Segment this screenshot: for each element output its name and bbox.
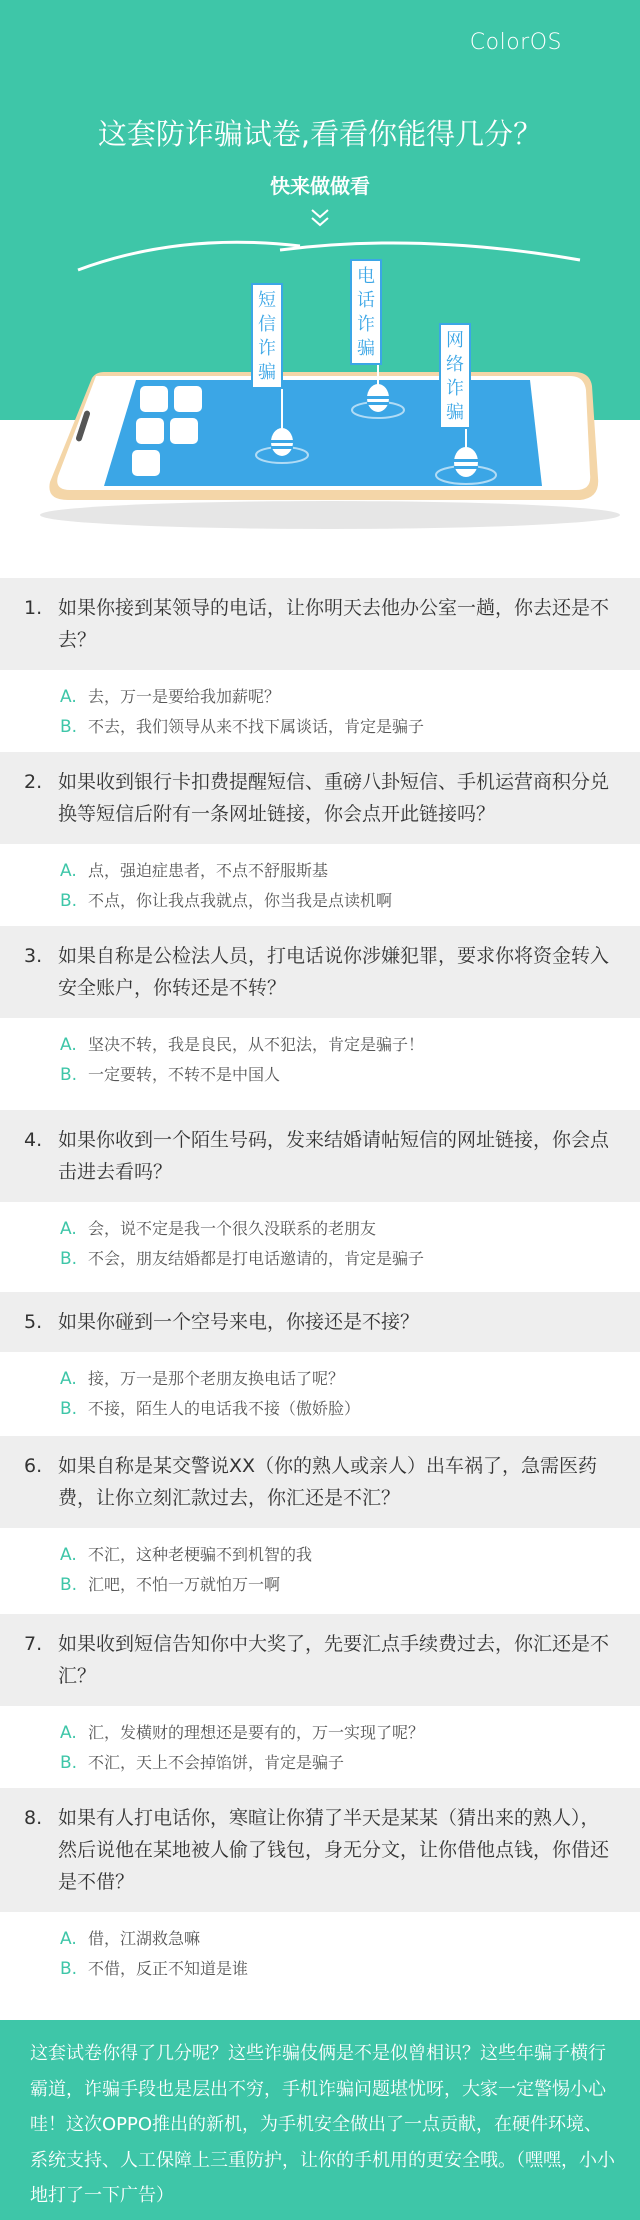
chevron-down-icon — [305, 208, 335, 230]
option-text: 坚决不转，我是良民，从不犯法，肯定是骗子！ — [88, 1035, 425, 1054]
option-letter: B. — [60, 1575, 78, 1595]
question-text: 如果自称是某交警说XX（你的熟人或亲人）出车祸了，急需医药费，让你立刻汇款过去，你汇还是不汇？ — [58, 1455, 598, 1509]
question-2 — [0, 752, 640, 916]
question-header — [0, 752, 640, 844]
question-header — [0, 1788, 640, 1912]
option-a[interactable] — [60, 856, 640, 886]
question-text: 如果收到短信告知你中大奖了，先要汇点手续费过去，你汇还是不汇？ — [58, 1633, 610, 1687]
options-list — [0, 844, 640, 916]
option-text: 不去，我们领导从来不找下属谈话，肯定是骗子 — [88, 717, 425, 736]
options-list — [0, 1018, 640, 1090]
question-number: 8. — [24, 1807, 43, 1829]
option-letter: B. — [60, 1399, 78, 1419]
option-letter: B. — [60, 1959, 78, 1979]
hero-banner — [0, 0, 640, 560]
label-web-3: 诈 — [446, 378, 464, 399]
option-text: 不会，朋友结婚都是打电话邀请的，肯定是骗子 — [88, 1249, 425, 1268]
option-text: 汇吧，不怕一万就怕万一啊 — [88, 1575, 281, 1594]
options-list — [0, 1352, 640, 1424]
label-phone-2: 话 — [357, 290, 375, 311]
question-header — [0, 1436, 640, 1528]
question-number: 2. — [24, 771, 43, 793]
option-a[interactable] — [60, 1718, 640, 1748]
option-text: 不接，陌生人的电话我不接（傲娇脸） — [88, 1399, 361, 1418]
footer-summary — [0, 2020, 640, 2220]
label-sms-1: 短 — [258, 290, 276, 311]
option-text: 不借，反正不知道是谁 — [88, 1959, 249, 1978]
label-web-2: 络 — [446, 354, 464, 375]
options-list — [0, 1528, 640, 1600]
phone-shadow — [40, 501, 620, 529]
question-number: 4. — [24, 1129, 43, 1151]
option-letter: A. — [60, 1545, 77, 1565]
label-phone-3: 诈 — [357, 314, 375, 335]
question-5 — [0, 1292, 640, 1424]
question-6 — [0, 1436, 640, 1600]
label-phone-4: 骗 — [357, 338, 375, 359]
question-7 — [0, 1614, 640, 1778]
page-title: 这套防诈骗试卷,看看你能得几分？ — [97, 117, 543, 151]
question-header — [0, 1110, 640, 1202]
option-a[interactable] — [60, 1924, 640, 1954]
options-list — [0, 1912, 640, 1984]
option-b[interactable] — [60, 1244, 640, 1274]
label-web-4: 骗 — [446, 402, 464, 423]
option-letter: A. — [60, 1035, 77, 1055]
option-text: 去，万一是要给我加薪呢？ — [88, 687, 281, 706]
label-web-1: 网 — [446, 330, 464, 351]
option-letter: A. — [60, 687, 77, 707]
option-letter: A. — [60, 1723, 77, 1743]
arc-left — [78, 242, 300, 270]
question-header — [0, 578, 640, 670]
arc-right — [280, 243, 580, 260]
option-text: 不点，你让我点我就点，你当我是点读机啊 — [88, 891, 393, 910]
option-b[interactable] — [60, 1060, 640, 1090]
question-text: 如果你接到某领导的电话，让你明天去他办公室一趟，你去还是不去？ — [58, 597, 610, 651]
question-4 — [0, 1110, 640, 1274]
option-letter: B. — [60, 1753, 78, 1773]
option-a[interactable] — [60, 1030, 640, 1060]
question-header — [0, 1614, 640, 1706]
question-number: 6. — [24, 1455, 43, 1477]
option-a[interactable] — [60, 1364, 640, 1394]
option-text: 会，说不定是我一个很久没联系的老朋友 — [88, 1219, 377, 1238]
question-3 — [0, 926, 640, 1090]
option-letter: B. — [60, 1065, 78, 1085]
question-text: 如果有人打电话你，寒暄让你猜了半天是某某（猜出来的熟人），然后说他在某地被人偷了钱包，身无分文，让你借他点钱，你借还是不借？ — [58, 1807, 610, 1893]
phone-illustration — [0, 0, 640, 560]
question-text: 如果你收到一个陌生号码，发来结婚请帖短信的网址链接，你会点击进去看吗？ — [58, 1129, 610, 1183]
option-letter: B. — [60, 1249, 78, 1269]
question-number: 1. — [24, 597, 43, 619]
option-letter: A. — [60, 1219, 77, 1239]
option-text: 不汇，这种老梗骗不到机智的我 — [88, 1545, 313, 1564]
option-text: 点，强迫症患者，不点不舒服斯基 — [88, 861, 329, 880]
question-text: 如果你碰到一个空号来电，你接还是不接？ — [58, 1311, 420, 1333]
label-phone-1: 电 — [357, 266, 375, 287]
option-b[interactable] — [60, 712, 640, 742]
question-text: 如果收到银行卡扣费提醒短信、重磅八卦短信、手机运营商积分兑换等短信后附有一条网址链接，你会点开此链接吗？ — [58, 771, 610, 825]
option-b[interactable] — [60, 1394, 640, 1424]
question-text: 如果自称是公检法人员，打电话说你涉嫌犯罪，要求你将资金转入安全账户，你转还是不转？ — [58, 945, 610, 999]
option-letter: A. — [60, 1929, 77, 1949]
option-letter: A. — [60, 1369, 77, 1389]
option-b[interactable] — [60, 1748, 640, 1778]
option-text: 借，江湖救急嘛 — [88, 1929, 201, 1948]
label-sms-3: 诈 — [258, 338, 276, 359]
option-text: 汇，发横财的理想还是要有的，万一实现了呢？ — [88, 1723, 425, 1742]
option-a[interactable] — [60, 682, 640, 712]
options-list — [0, 1706, 640, 1778]
option-b[interactable] — [60, 1570, 640, 1600]
options-list — [0, 670, 640, 742]
options-list — [0, 1202, 640, 1274]
question-1 — [0, 578, 640, 742]
option-b[interactable] — [60, 1954, 640, 1984]
question-number: 5. — [24, 1311, 43, 1333]
option-text: 接，万一是那个老朋友换电话了呢？ — [88, 1369, 345, 1388]
option-letter: B. — [60, 717, 78, 737]
phone-screen — [104, 380, 542, 486]
question-8 — [0, 1788, 640, 1984]
option-a[interactable] — [60, 1540, 640, 1570]
label-sms-2: 信 — [258, 314, 276, 335]
brand-logo: ColorOS — [469, 30, 562, 55]
question-number: 3. — [24, 945, 43, 967]
label-sms-4: 骗 — [258, 362, 276, 383]
option-letter: A. — [60, 861, 77, 881]
question-number: 7. — [24, 1633, 43, 1655]
option-a[interactable] — [60, 1214, 640, 1244]
page-subtitle: 快来做做看 — [270, 174, 370, 198]
footer-text: 这套试卷你得了几分呢？这些诈骗伎俩是不是似曾相识？这些年骗子横行霸道，诈骗手段也是层出不穷，手机诈骗问题堪忧呀，大家一定警惕小心哇！这次OPPO推出的新机，为手机安全做出了一点贡献，在硬件环境、系统支持、人工保障上三重防护，让你的手机用的更安全哦。（嘿嘿，小小地打了一下广告） — [30, 2043, 615, 2206]
question-header — [0, 1292, 640, 1352]
option-text: 一定要转，不转不是中国人 — [88, 1065, 281, 1084]
option-b[interactable] — [60, 886, 640, 916]
question-header — [0, 926, 640, 1018]
option-letter: B. — [60, 891, 78, 911]
option-text: 不汇，天上不会掉馅饼，肯定是骗子 — [88, 1753, 345, 1772]
